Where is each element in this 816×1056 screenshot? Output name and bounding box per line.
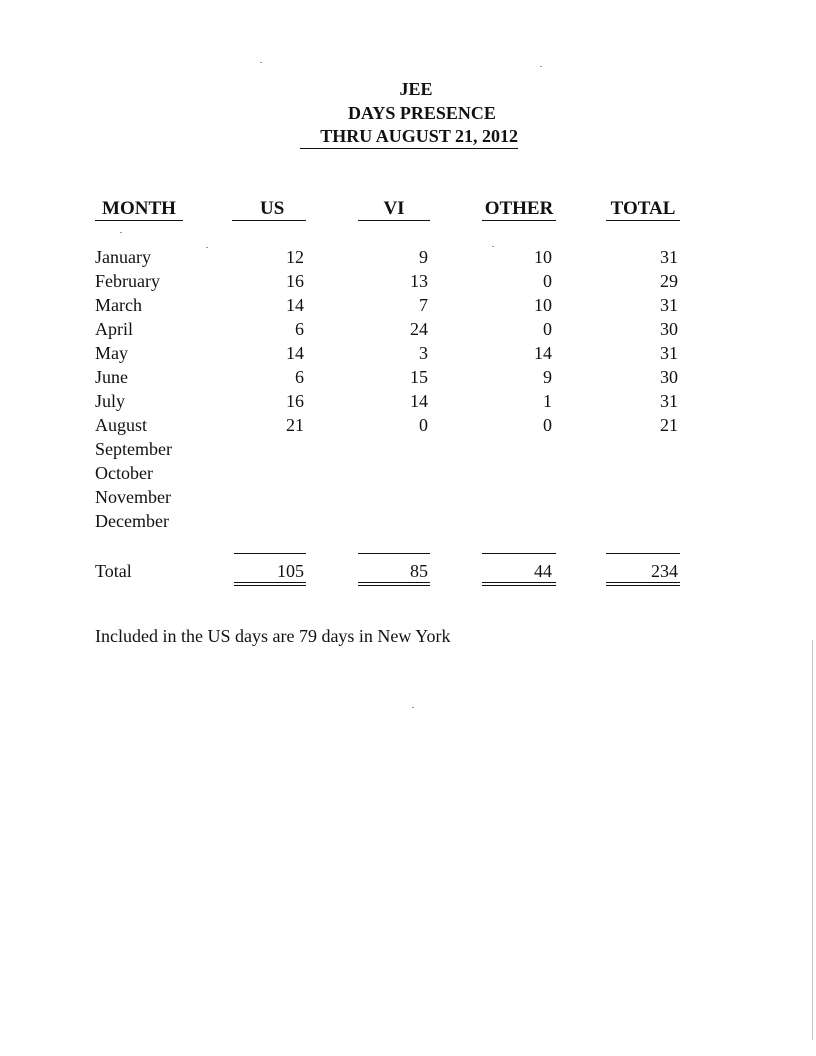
other-total: 44 — [534, 561, 552, 581]
column-header-total-rule — [606, 220, 680, 221]
row-month: May — [95, 343, 128, 363]
column-header-vi: VI — [383, 198, 405, 219]
row-month: December — [95, 511, 169, 531]
column-header-other: OTHER — [484, 198, 554, 219]
column-header-us-rule — [232, 220, 306, 221]
other-total-double-rule — [482, 582, 556, 583]
us-total-double-rule — [234, 582, 306, 583]
row-vi-days: 3 — [419, 343, 428, 363]
row-month: November — [95, 487, 171, 507]
row-vi-days: 14 — [410, 391, 428, 411]
row-us-days: 12 — [286, 247, 304, 267]
row-month: October — [95, 463, 153, 483]
column-header-month-rule — [95, 220, 183, 221]
title-underline — [300, 148, 518, 149]
table-row — [0, 485, 816, 509]
table-row — [0, 509, 816, 533]
row-other-days: 9 — [543, 367, 552, 387]
row-total-days: 31 — [660, 391, 678, 411]
scan-speck — [206, 247, 208, 248]
row-total-days: 31 — [660, 343, 678, 363]
total-total-rule-top — [606, 553, 680, 554]
table-row — [0, 461, 816, 485]
table-row — [0, 389, 816, 413]
row-vi-days: 0 — [419, 415, 428, 435]
scan-edge-line — [812, 640, 813, 1040]
row-us-days: 6 — [295, 367, 304, 387]
row-other-days: 0 — [543, 319, 552, 339]
row-total-days: 31 — [660, 295, 678, 315]
row-other-days: 10 — [534, 295, 552, 315]
scan-speck — [540, 66, 542, 67]
row-month: February — [95, 271, 160, 291]
row-us-days: 16 — [286, 391, 304, 411]
us-total-rule-top — [234, 553, 306, 554]
row-month: April — [95, 319, 133, 339]
grand-total: 234 — [651, 561, 678, 581]
row-total-days: 21 — [660, 415, 678, 435]
table-row — [0, 245, 816, 269]
row-total-days: 29 — [660, 271, 678, 291]
vi-total-rule-top — [358, 553, 430, 554]
column-header-other-rule — [482, 220, 556, 221]
row-month: July — [95, 391, 126, 411]
row-vi-days: 7 — [419, 295, 428, 315]
table-row — [0, 269, 816, 293]
vi-total: 85 — [410, 561, 428, 581]
row-us-days: 14 — [286, 343, 304, 363]
row-us-days: 21 — [286, 415, 304, 435]
scan-speck — [412, 707, 414, 708]
row-vi-days: 24 — [410, 319, 428, 339]
document-title-name: JEE — [399, 79, 433, 99]
row-other-days: 0 — [543, 271, 552, 291]
row-other-days: 10 — [534, 247, 552, 267]
column-header-vi-rule — [358, 220, 430, 221]
row-month: June — [95, 367, 128, 387]
totals-row — [0, 559, 816, 583]
row-us-days: 6 — [295, 319, 304, 339]
document-title-period: THRU AUGUST 21, 2012 — [320, 126, 518, 146]
other-total-rule-top — [482, 553, 556, 554]
row-total-days: 30 — [660, 367, 678, 387]
total-total-double-rule — [606, 582, 680, 583]
row-other-days: 1 — [543, 391, 552, 411]
row-vi-days: 15 — [410, 367, 428, 387]
row-us-days: 16 — [286, 271, 304, 291]
scan-speck — [492, 246, 494, 247]
total-total-double-rule — [606, 585, 680, 586]
row-vi-days: 9 — [419, 247, 428, 267]
other-total-double-rule — [482, 585, 556, 586]
row-other-days: 0 — [543, 415, 552, 435]
us-total: 105 — [277, 561, 304, 581]
table-row — [0, 413, 816, 437]
row-month: September — [95, 439, 172, 459]
table-row — [0, 293, 816, 317]
us-total-double-rule — [234, 585, 306, 586]
row-month: March — [95, 295, 142, 315]
table-row — [0, 341, 816, 365]
row-month: January — [95, 247, 151, 267]
vi-total-double-rule — [358, 585, 430, 586]
column-header-us: US — [260, 198, 285, 219]
column-header-total: TOTAL — [610, 198, 676, 219]
row-month: August — [95, 415, 148, 435]
scan-speck — [260, 62, 262, 63]
row-us-days: 14 — [286, 295, 304, 315]
footnote: Included in the US days are 79 days in New York — [95, 626, 451, 646]
row-other-days: 14 — [534, 343, 552, 363]
row-total-days: 30 — [660, 319, 678, 339]
table-row — [0, 317, 816, 341]
table-row — [0, 437, 816, 461]
scan-speck — [120, 232, 122, 233]
vi-total-double-rule — [358, 582, 430, 583]
table-row — [0, 365, 816, 389]
totals-label: Total — [95, 561, 132, 581]
document-title-subject: DAYS PRESENCE — [348, 103, 496, 123]
column-header-month: MONTH — [102, 198, 176, 219]
row-total-days: 31 — [660, 247, 678, 267]
row-vi-days: 13 — [410, 271, 428, 291]
